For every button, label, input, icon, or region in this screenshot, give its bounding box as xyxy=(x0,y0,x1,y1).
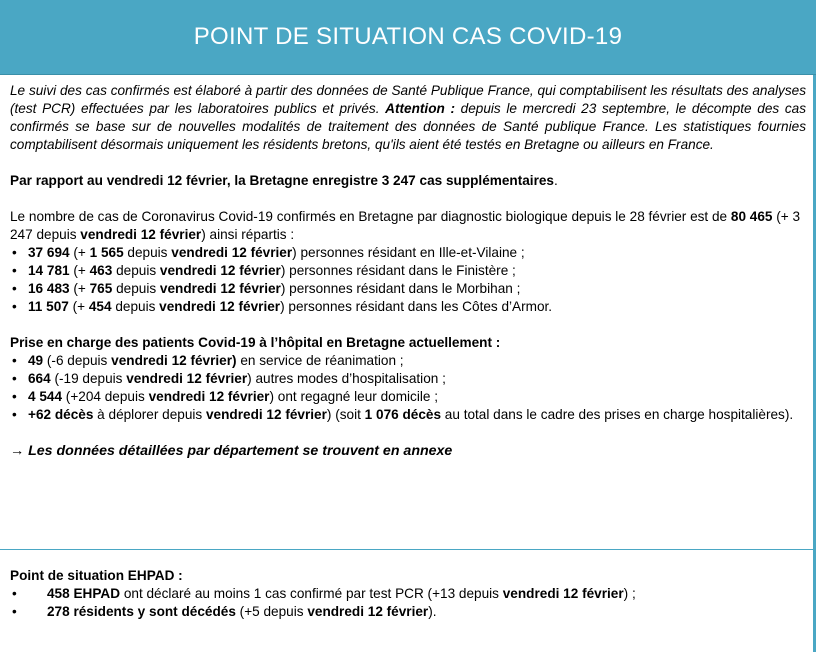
intro-paragraph xyxy=(10,82,806,154)
hospital-title: Prise en charge des patients Covid-19 à l’hôpital en Bretagne actuellement : xyxy=(10,335,501,350)
list-item: • 458 EHPAD ont déclaré au moins 1 cas confirmé par test PCR (+13 depuis vendredi 12 février) ; xyxy=(10,585,806,603)
annex-note: → Les données détaillées par département se trouvent en annexe xyxy=(10,443,453,459)
intro-text-2: depuis le mercredi 23 septembre, le décompte des cas confirmés se base sur de nouvelles modalités de traitement des données de Santé publique France. Les statistiques fournies comptabilisent désormais uniquement les résidents bretons, qu'ils aient été testés en Bretagne ou ailleurs en France. xyxy=(10,101,806,152)
intro-text-1: Le suivi des cas confirmés est élaboré à partir des données de Santé Publique France, qui comptabilisent les résultats des analyses (test PCR) effectuées par les laboratoires publics et privés. xyxy=(10,83,806,116)
ehpad-title: Point de situation EHPAD : xyxy=(10,568,183,583)
cases-total: 80 465 xyxy=(730,209,773,224)
list-item: • +62 décès à déplorer depuis vendredi 12 février) (soit 1 076 décès au total dans le cadre des prises en charge hospitalières). xyxy=(10,406,806,424)
page-header xyxy=(0,0,816,75)
list-item: • 278 résidents y sont décédés (+5 depuis vendredi 12 février). xyxy=(10,603,806,621)
hospital-list xyxy=(10,352,806,424)
list-item: • 664 (-19 depuis vendredi 12 février) autres modes d’hospitalisation ; xyxy=(10,370,806,388)
list-item: • 49 (-6 depuis vendredi 12 février) en service de réanimation ; xyxy=(10,352,806,370)
department-cases-list xyxy=(10,244,806,316)
ehpad-list xyxy=(10,585,806,621)
list-item: • 11 507 (+ 454 depuis vendredi 12 février) personnes résidant dans les Côtes d’Armor. xyxy=(10,298,806,316)
list-item: • 14 781 (+ 463 depuis vendredi 12 février) personnes résidant dans le Finistère ; xyxy=(10,262,806,280)
summary-headline: Par rapport au vendredi 12 février, la Bretagne enregistre 3 247 cas supplémentaires xyxy=(10,173,554,188)
section-divider xyxy=(0,549,816,550)
attention-label: Attention : xyxy=(385,101,455,116)
list-item: • 16 483 (+ 765 depuis vendredi 12 février) personnes résidant dans le Morbihan ; xyxy=(10,280,806,298)
main-content xyxy=(10,82,806,460)
cases-intro: Le nombre de cas de Coronavirus Covid-19 confirmés en Bretagne par diagnostic biologique depuis le 28 février est de 80 465 (+ 3 247 depuis vendredi 12 février) ainsi répartis : xyxy=(10,209,801,242)
ehpad-section xyxy=(10,567,806,621)
summary-line: Par rapport au vendredi 12 février, la Bretagne enregistre 3 247 cas supplémentaires. xyxy=(10,173,558,188)
list-item: • 4 544 (+204 depuis vendredi 12 février) ont regagné leur domicile ; xyxy=(10,388,806,406)
page-title: POINT DE SITUATION CAS COVID-19 xyxy=(193,23,623,50)
list-item: • 37 694 (+ 1 565 depuis vendredi 12 février) personnes résidant en Ille-et-Vilaine ; xyxy=(10,244,806,262)
